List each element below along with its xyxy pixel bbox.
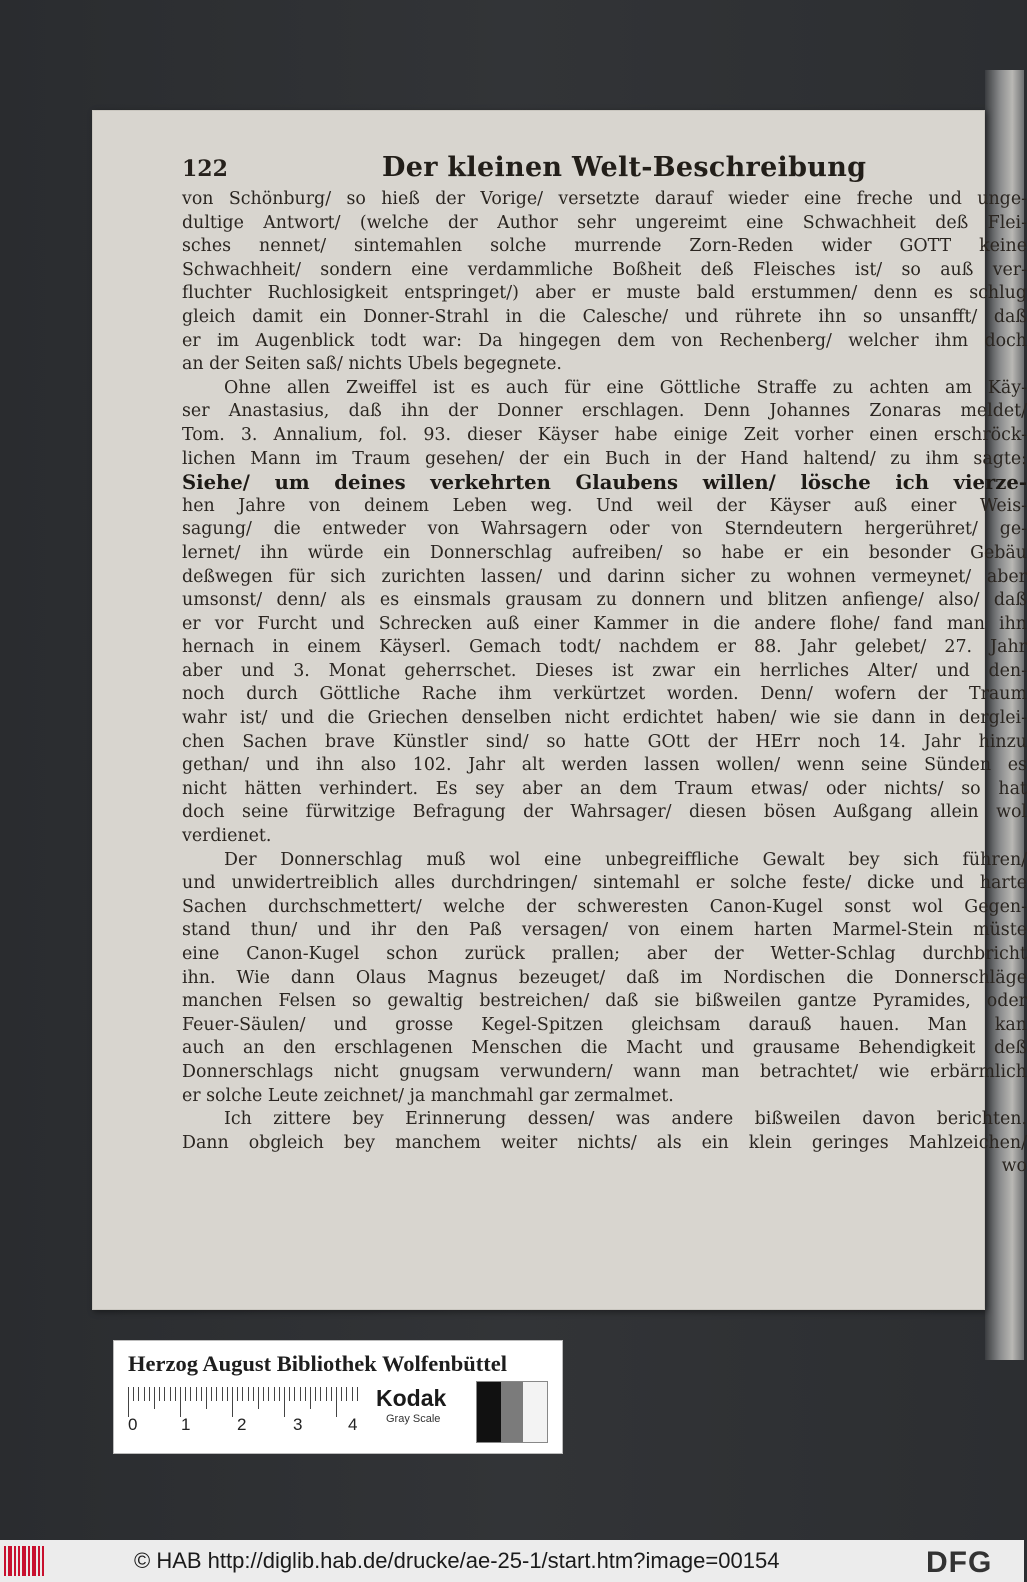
ruler-label: 0	[128, 1415, 138, 1434]
text-line: manchen Felsen so gewaltig bestreichen/ daß sie bißweilen gantze Pyramides, oder	[182, 991, 1027, 1012]
ruler-tick	[352, 1387, 353, 1401]
text-line: umsonst/ denn/ als es einsmals grausam zu donnern und blitzen anfienge/ also/ daß	[182, 590, 1027, 611]
footer-bar	[0, 1540, 1024, 1582]
ruler-tick	[190, 1387, 191, 1401]
ruler-tick	[315, 1387, 316, 1401]
ruler-tick	[258, 1387, 259, 1409]
text-line: hernach in einem Käyserl. Gemach todt/ nachdem er 88. Jahr gelebet/ 27. Jahr	[182, 637, 1027, 658]
catchword: wo	[1001, 1156, 1027, 1177]
library-name: Herzog August Bibliothek Wolfenbüttel	[128, 1351, 507, 1376]
ruler-tick	[164, 1387, 165, 1401]
text-line: und unwidertreiblich alles durchdringen/ sintemahl er solche feste/ dicke und harte	[182, 873, 1027, 894]
ruler-tick	[138, 1387, 139, 1401]
ruler-tick	[227, 1387, 228, 1401]
text-line: stand thun/ und ihr den Paß versagen/ von einem harten Marmel-Stein müste	[182, 920, 1027, 941]
ruler-tick	[232, 1387, 233, 1417]
text-line: wahr ist/ und die Griechen denselben nicht erdichtet haben/ wie sie dann in derglei-	[182, 708, 1027, 729]
book-page	[92, 110, 1027, 1310]
gray-scale-label: Gray Scale	[386, 1413, 441, 1425]
text-line: auch an den erschlagenen Menschen die Macht und grausame Behendigkeit deß	[182, 1038, 1027, 1059]
text-line: gleich damit ein Donner-Strahl in die Calesche/ und rührete ihn so unsanfft/ daß	[182, 306, 1027, 327]
text-line: er vor Furcht und Schrecken auß einer Kammer in die andere flohe/ fand man ihn	[182, 613, 1027, 634]
ruler-tick	[253, 1387, 254, 1401]
ruler-tick	[294, 1387, 295, 1401]
white-swatch	[523, 1382, 547, 1442]
ruler-tick	[128, 1387, 129, 1417]
text-line: Dann obgleich bey manchem weiter nichts/ als ein klein geringes Mahlzeichen/	[182, 1132, 1027, 1153]
ruler-tick	[154, 1387, 155, 1409]
text-line: Donnerschlags nicht gnugsam verwundern/ wann man betrachtet/ wie erbärmlich	[182, 1061, 1027, 1082]
text-line: er im Augenblick todt war: Da hingegen dem von Rechenberg/ welcher ihm doch	[182, 330, 1027, 351]
text-line: verdienet.	[182, 826, 272, 847]
kodak-logo: Kodak	[376, 1385, 447, 1411]
text-line: dultige Antwort/ (welche der Author sehr ungereimt eine Schwachheit deß Flei-	[182, 212, 1027, 233]
black-swatch	[477, 1382, 501, 1442]
copyright-link[interactable]: © HAB http://diglib.hab.de/drucke/ae-25-1/start.htm?image=00154	[134, 1548, 780, 1573]
text-line: Ohne allen Zweiffel ist es auch für eine Göttliche Straffe zu achten am Käy-	[224, 377, 1027, 398]
ruler-tick	[196, 1387, 197, 1401]
gray-swatch	[501, 1382, 523, 1442]
ruler-tick	[180, 1387, 181, 1417]
ruler-tick	[248, 1387, 249, 1401]
hab-barcode-icon	[4, 1546, 48, 1576]
ruler-tick	[133, 1387, 134, 1401]
body-text	[182, 188, 1027, 1179]
text-line: von Schönburg/ so hieß der Vorige/ versetzte darauf wieder eine freche und unge-	[182, 189, 1027, 209]
ruler-tick	[263, 1387, 264, 1401]
ruler-tick	[159, 1387, 160, 1401]
ruler-tick	[326, 1387, 327, 1401]
text-line: Feuer-Säulen/ und grosse Kegel-Spitzen gleichsam darauß hauen. Man kan	[182, 1014, 1027, 1035]
ruler-tick	[216, 1387, 217, 1401]
text-line: Tom. 3. Annalium, fol. 93. dieser Käyser habe einige Zeit vorher einen erschröck-	[182, 424, 1027, 445]
ruler-tick	[357, 1387, 358, 1401]
ruler-tick	[175, 1387, 176, 1401]
text-line: gethan/ und ihn also 102. Jahr alt werden lassen wollen/ wenn seine Sünden es	[182, 755, 1027, 776]
ruler-label: 3	[293, 1415, 303, 1434]
text-line: Schwachheit/ sondern eine verdammliche Boßheit deß Fleisches ist/ so auß ver-	[182, 259, 1027, 280]
ruler-tick	[300, 1387, 301, 1401]
text-line: sagung/ die entweder von Wahrsagern oder von Sterndeutern hergerühret/ ge-	[182, 519, 1027, 540]
ruler-tick	[331, 1387, 332, 1401]
text-line: deßwegen für sich zurichten lassen/ und darinn sicher zu wohnen vermeynet/ aber	[182, 566, 1027, 587]
ruler-tick	[279, 1387, 280, 1401]
ruler-tick	[320, 1387, 321, 1401]
page-number: 122	[182, 156, 228, 182]
text-line: Sachen durchschmettert/ welche der schweresten Canon-Kugel sonst wol Gegen-	[182, 896, 1027, 917]
ruler-tick	[201, 1387, 202, 1401]
ruler-tick	[222, 1387, 223, 1401]
ruler-tick	[336, 1387, 337, 1417]
ruler-tick	[211, 1387, 212, 1401]
text-line: ihn. Wie dann Olaus Magnus bezeuget/ daß im Nordischen die Donnerschläge	[182, 967, 1027, 988]
ruler-tick	[185, 1387, 186, 1401]
text-line: fluchter Ruchlosigkeit entspringet/) aber er muste bald erstummen/ denn es schlug	[182, 283, 1027, 304]
text-line: ser Anastasius, daß ihn der Donner erschlagen. Denn Johannes Zonaras meldet/	[182, 401, 1027, 422]
text-line: doch seine fürwitzige Befragung der Wahrsager/ diesen bösen Außgang allein wol	[182, 802, 1027, 823]
ruler-tick	[242, 1387, 243, 1401]
text-line: lichen Mann im Traum gesehen/ der ein Buch in der Hand haltend/ zu ihm sagte:	[182, 448, 1027, 469]
ruler-tick	[149, 1387, 150, 1401]
text-line: noch durch Göttliche Rache ihm verkürtzet worden. Denn/ wofern der Traum	[182, 684, 1027, 705]
ruler-tick	[305, 1387, 306, 1401]
ruler-tick	[170, 1387, 171, 1401]
ruler-tick	[346, 1387, 347, 1401]
emphasized-line: Siehe/ um deines verkehrten Glaubens willen/ lösche ich vierze-	[182, 471, 1027, 495]
text-line: aber und 3. Monat geherrschet. Dieses ist zwar ein herrliches Alter/ und den-	[182, 660, 1027, 681]
ruler-label: 4	[348, 1415, 358, 1434]
ruler-tick	[268, 1387, 269, 1401]
dfg-logo: DFG	[926, 1546, 993, 1579]
ruler-tick	[206, 1387, 207, 1409]
ruler-tick	[341, 1387, 342, 1401]
ruler-tick	[144, 1387, 145, 1401]
text-line: chen Sachen brave Künstler sind/ so hatte GOtt der HErr noch 14. Jahr hinzu	[182, 731, 1027, 752]
text-line: Der Donnerschlag muß wol eine unbegreiffliche Gewalt bey sich führen/	[224, 849, 1027, 870]
text-line: nicht hätten verhindert. Es sey aber an dem Traum etwas/ oder nichts/ so hat	[182, 778, 1027, 799]
text-line: lernet/ ihn würde ein Donnerschlag aufreiben/ so habe er ein besonder Gebäu	[182, 542, 1027, 563]
ruler-tick	[237, 1387, 238, 1401]
text-line: er solche Leute zeichnet/ ja manchmahl gar zermalmet.	[182, 1085, 674, 1106]
text-line: sches nennet/ sintemahlen solche murrende Zorn-Reden wider GOTT keine	[182, 236, 1027, 257]
ruler-tick	[284, 1387, 285, 1417]
ruler-tick	[274, 1387, 275, 1401]
text-line: eine Canon-Kugel schon zurück prallen; aber der Wetter-Schlag durchbricht	[182, 944, 1027, 964]
ruler-tick	[289, 1387, 290, 1401]
text-line: Ich zittere bey Erinnerung dessen/ was andere bißweilen davon berichten.	[224, 1109, 1027, 1130]
ruler-tick	[310, 1387, 311, 1409]
page-header	[182, 150, 942, 186]
running-title: Der kleinen Welt-Beschreibung	[382, 152, 867, 183]
text-line: an der Seiten saß/ nichts Ubels begegnete.	[182, 354, 562, 375]
gray-scale-swatches	[476, 1381, 548, 1443]
color-calibration-card	[113, 1340, 563, 1454]
ruler-label: 1	[181, 1415, 191, 1434]
text-line: hen Jahre von deinem Leben weg. Und weil der Käyser auß einer Weis-	[182, 495, 1027, 516]
ruler-label: 2	[237, 1415, 247, 1434]
